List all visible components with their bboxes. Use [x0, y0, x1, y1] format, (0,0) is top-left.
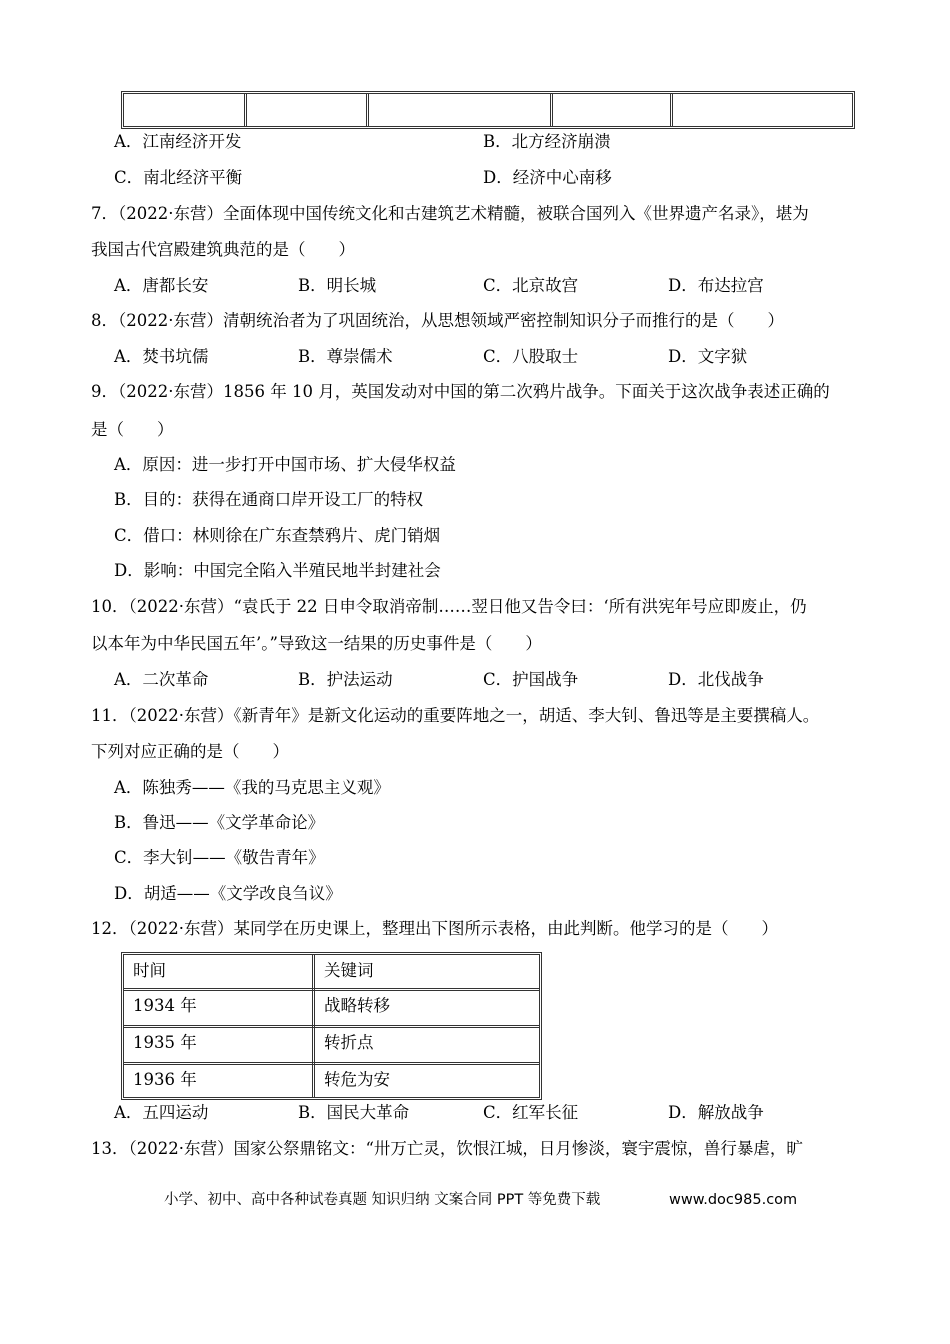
q10-option-c[interactable]: C．护国战争 [483, 670, 579, 689]
q9-option-d[interactable]: D．影响：中国完全陷入半殖民地半封建社会 [114, 561, 441, 580]
q6-answer-table [121, 91, 855, 129]
q9-option-a[interactable]: A．原因：进一步打开中国市场、扩大侵华权益 [114, 455, 456, 474]
q9-option-b[interactable]: B．目的：获得在通商口岸开设工厂的特权 [114, 490, 424, 509]
q12-option-d[interactable]: D．解放战争 [668, 1103, 764, 1122]
q11-option-d[interactable]: D．胡适——《文学改良刍议》 [114, 884, 342, 903]
q11-stem-line2: 下列对应正确的是（ ） [91, 742, 289, 761]
q10-option-a[interactable]: A．二次革命 [114, 670, 209, 689]
q12-option-a[interactable]: A．五四运动 [114, 1103, 209, 1122]
q11-option-a[interactable]: A．陈独秀——《我的马克思主义观》 [114, 778, 390, 797]
q8-option-b[interactable]: B．尊崇儒术 [298, 347, 393, 366]
table-cell-keyword: 战略转移 [324, 996, 390, 1015]
table-divider [550, 94, 553, 126]
q7-option-d[interactable]: D．布达拉宫 [668, 276, 764, 295]
q10-stem-line2: 以本年为中华民国五年’。”导致这一结果的历史事件是（ ） [91, 634, 542, 653]
q6-option-d[interactable]: D．经济中心南移 [483, 168, 612, 187]
table-cell-year: 1934 年 [133, 996, 197, 1015]
table-header-keyword: 关键词 [324, 961, 374, 980]
table-cell-year: 1936 年 [133, 1070, 197, 1089]
q11-option-c[interactable]: C．李大钊——《敬告青年》 [114, 848, 325, 867]
q7-option-a[interactable]: A．唐都长安 [114, 276, 209, 295]
table-divider [124, 988, 539, 991]
q13-stem-line1: 13．（2022·东营）国家公祭鼎铭文：“卅万亡灵，饮恨江城，日月惨淡，寰宇震惊，兽行暴虐，旷 [91, 1139, 803, 1158]
q12-option-b[interactable]: B．国民大革命 [298, 1103, 410, 1122]
table-cell-keyword: 转折点 [324, 1033, 374, 1052]
q9-stem-line2: 是（ ） [91, 420, 174, 439]
q11-option-b[interactable]: B．鲁迅——《文学革命论》 [114, 813, 325, 832]
q7-option-b[interactable]: B．明长城 [298, 276, 377, 295]
table-divider [124, 1062, 539, 1065]
q9-option-c[interactable]: C．借口：林则徐在广东查禁鸦片、虎门销烟 [114, 526, 441, 545]
q6-option-a[interactable]: A．江南经济开发 [114, 132, 242, 151]
q9-stem-line1: 9．（2022·东营）1856 年 10 月，英国发动对中国的第二次鸦片战争。下面关于这次战争表述正确的 [91, 382, 830, 401]
q12-stem-line1: 12．（2022·东营）某同学在历史课上，整理出下图所示表格，由此判断。他学习的是（ ） [91, 919, 778, 938]
q8-stem-line1: 8．（2022·东营）清朝统治者为了巩固统治，从思想领域严密控制知识分子而推行的是（ ） [91, 311, 784, 330]
q7-stem-line2: 我国古代宫殿建筑典范的是（ ） [91, 240, 355, 259]
q10-option-b[interactable]: B．护法运动 [298, 670, 393, 689]
q8-option-c[interactable]: C．八股取士 [483, 347, 579, 366]
footer-text: 小学、初中、高中各种试卷真题 知识归纳 文案合同 PPT 等免费下载 [164, 1192, 601, 1208]
q8-option-d[interactable]: D．文字狱 [668, 347, 748, 366]
table-divider [244, 94, 247, 126]
q6-option-b[interactable]: B．北方经济崩溃 [483, 132, 611, 151]
q10-option-d[interactable]: D．北伐战争 [668, 670, 764, 689]
table-divider [366, 94, 369, 126]
table-divider [124, 1025, 539, 1028]
q12-table [121, 952, 542, 1100]
footer-url[interactable]: www.doc985.com [669, 1192, 798, 1208]
q10-stem-line1: 10．（2022·东营）“袁氏于 22 日申令取消帝制……翌日他又告令曰：‘所有洪宪年号应即废止，仍 [91, 597, 807, 616]
q11-stem-line1: 11．（2022·东营）《新青年》是新文化运动的重要阵地之一，胡适、李大钊、鲁迅等是主要撰稿人。 [91, 706, 820, 725]
q12-option-c[interactable]: C．红军长征 [483, 1103, 579, 1122]
q8-option-a[interactable]: A．焚书坑儒 [114, 347, 209, 366]
table-cell-keyword: 转危为安 [324, 1070, 390, 1089]
q7-stem-line1: 7．（2022·东营）全面体现中国传统文化和古建筑艺术精髓，被联合国列入《世界遗产名录》，堪为 [91, 204, 809, 223]
table-cell-year: 1935 年 [133, 1033, 197, 1052]
q7-option-c[interactable]: C．北京故宫 [483, 276, 579, 295]
q6-option-c[interactable]: C．南北经济平衡 [114, 168, 243, 187]
table-header-time: 时间 [133, 961, 166, 980]
table-divider [670, 94, 673, 126]
